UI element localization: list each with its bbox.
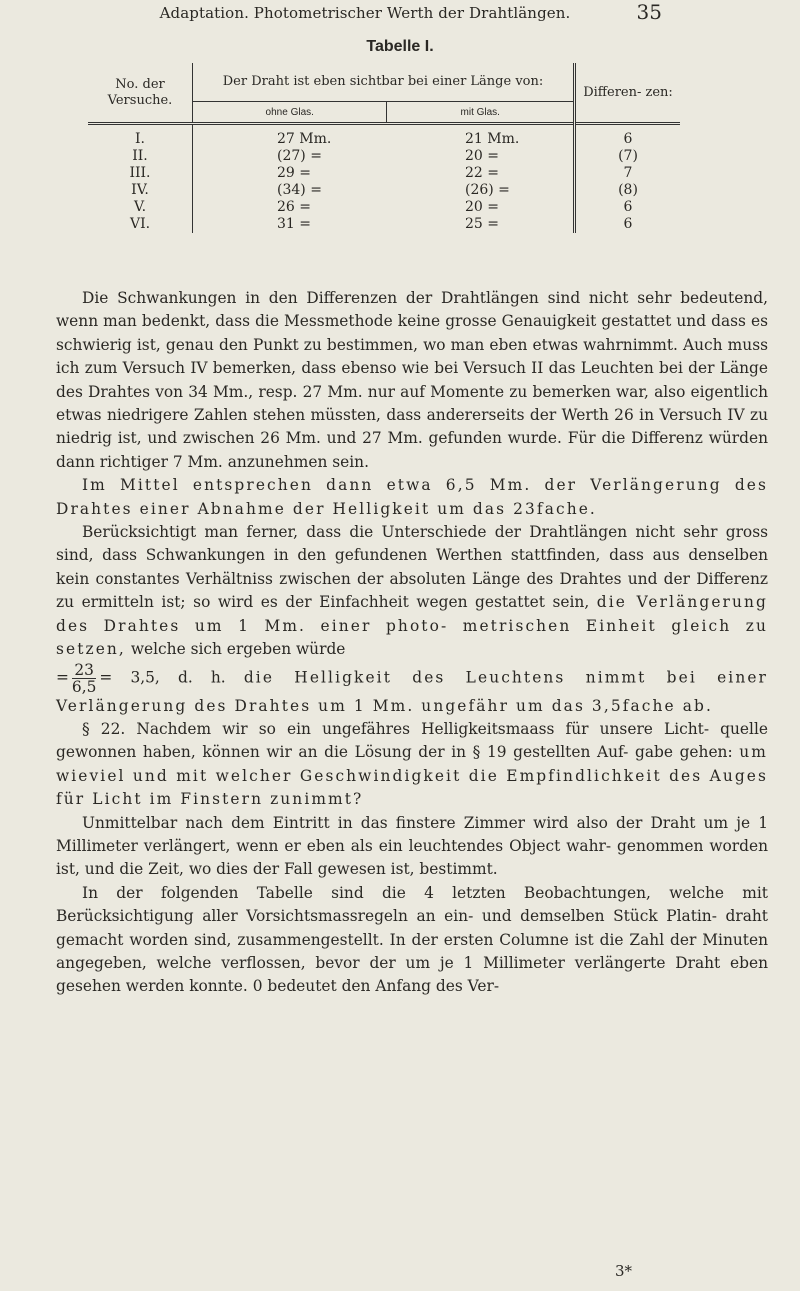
cell-ohne-glas: 27 Mm. [277, 131, 332, 147]
cell-differenz: (7) [575, 148, 681, 165]
cell-mit-glas: 25 = [464, 216, 499, 232]
fraction-denominator: 6,5 [71, 677, 97, 696]
table-title: Tabelle I. [366, 38, 434, 55]
header-versuche: No. der Versuche. [88, 63, 193, 124]
paragraph: Die Schwankungen in den Differenzen der Drahtlängen sind nicht sehr bedeutend, wenn man bedenkt, dass die Messmethode keine grosse Genauigkeit gestattet und dass es schwierig ist, genau den Punkt zu bestimmen, wo man eben etwas wahrnimmt. Auch muss ich zum Versuch IV bemerken, dass ebenso wie bei Versuch II das Leuchten bei der Länge des Drahtes von 34 Mm., resp. 27 Mm. nur auf Momente zu bemerken war, also eigentlich etwas niedrigere Zahlen stehen müssten, dass andererseits der Werth 26 in Versuch IV zu niedrig ist, und zwischen 26 Mm. und 27 Mm. gefunden wurde. Für die Differenz würden dann richtiger 7 Mm. anzunehmen sein. [56, 289, 768, 471]
table-row [88, 131, 680, 148]
paragraph: In der folgenden Tabelle sind die 4 letzten Beobachtungen, welche mit Berücksichtigung aller Vorsichtsmassregeln an ein- und demselben Stück Platin- draht gemacht worden sind, zusammengestellt. In der ersten Columne ist die Zahl der Minuten angegeben, welche verflossen, bevor der um je 1 Millimeter verlängerte Draht eben gesehen werden konnte. 0 bedeutet den Anfang des Ver- [56, 883, 768, 996]
paragraph [56, 662, 768, 718]
text-run: welche sich ergeben würde [130, 640, 346, 659]
cell-no: V. [88, 199, 193, 216]
emphasis: die Helligkeit des Leuchtens nimmt bei einer Verlängerung des Drahtes um 1 Mm. ungefähr um das 3,5fache ab. [56, 668, 769, 715]
cell-differenz: 6 [575, 199, 681, 216]
cell-mit-glas: 21 Mm. [464, 131, 520, 147]
paragraph [56, 718, 768, 812]
cell-no: IV. [88, 182, 193, 199]
table-row [88, 165, 680, 182]
emphasis: die Verlängerung des Drahtes um 1 Mm. einer photo- metrischen Einheit gleich zu setzen, [56, 593, 768, 659]
paragraph: Unmittelbar nach dem Eintritt in das finstere Zimmer wird also der Draht um je 1 Millimeter verlängert, wenn er eben als ein leuchtendes Object wahr- genommen worden ist, und die Zeit, wo dies der Fall gewesen ist, bestimmt. [56, 813, 768, 879]
cell-differenz: (8) [575, 182, 681, 199]
cell-ohne-glas: 26 = [277, 199, 311, 215]
table-row [88, 182, 680, 199]
cell-ohne-glas: (34) = [277, 182, 322, 198]
cell-no: VI. [88, 216, 193, 233]
cell-mit-glas: 20 = [464, 199, 499, 215]
data-table [88, 63, 680, 233]
text-run: Berücksichtigt man ferner, dass die Unterschiede der Drahtlängen nicht sehr gross sind, dass Schwankungen in den gefundenen Werthen stattfinden, dass aus denselben kein constantes Verhältniss zwischen der absoluten Länge des Drahtes und der Differenz zu ermitteln ist; so wird es der Einfachheit wegen gestattet sein, [56, 523, 768, 612]
cell-ohne-glas: (27) = [277, 148, 322, 164]
table-header-row [88, 63, 680, 102]
table-row [88, 199, 680, 216]
running-head: Adaptation. Photometrischer Werth der Drahtlängen. [159, 4, 571, 22]
header-mit-glas: mit Glas. [460, 106, 500, 118]
table-separator [88, 124, 680, 132]
emphasis: Im Mittel entsprechen dann etwa 6,5 Mm. der Verlängerung des Drahtes einer Abnahme der Helligkeit um das 23fache. [56, 476, 768, 518]
paragraph [56, 521, 768, 661]
cell-ohne-glas: 31 = [277, 216, 311, 232]
table-row [88, 216, 680, 233]
body-text [56, 287, 768, 999]
fraction-numerator: 23 [72, 662, 96, 679]
cell-no: III. [88, 165, 193, 182]
header-ohne-glas: ohne Glas. [193, 102, 387, 124]
table-row [88, 148, 680, 165]
signature-mark: 3* [615, 1262, 633, 1280]
cell-mit-glas: (26) = [464, 182, 510, 198]
fraction [72, 662, 96, 695]
page-number: 35 [636, 0, 662, 24]
cell-mit-glas: 20 = [464, 148, 499, 164]
text-run: § 22. Nachdem wir so ein ungefähres Helligkeitsmaass für unsere Licht- quelle gewonnen haben, können wir an die Lösung der in § 19 gestellten Auf- gabe gehen: [56, 719, 768, 762]
header-differenzen: Differen- zen: [575, 63, 681, 124]
cell-differenz: 6 [575, 131, 681, 148]
cell-no: I. [88, 131, 193, 148]
cell-no: II. [88, 148, 193, 165]
text-run: = 3,5, d. h. [99, 668, 226, 686]
cell-differenz: 6 [575, 216, 681, 233]
emphasis: um wieviel und mit welcher Geschwindigkeit die Empfindlichkeit des Auges für Licht im Finstern zunimmt? [56, 743, 768, 809]
equals-sign: = [56, 668, 69, 686]
cell-differenz: 7 [575, 165, 681, 182]
cell-ohne-glas: 29 = [277, 165, 311, 181]
cell-mit-glas: 22 = [464, 165, 499, 181]
paragraph [56, 474, 768, 521]
header-draht: Der Draht ist eben sichtbar bei einer Länge von: [193, 63, 575, 102]
table-body [88, 131, 680, 233]
